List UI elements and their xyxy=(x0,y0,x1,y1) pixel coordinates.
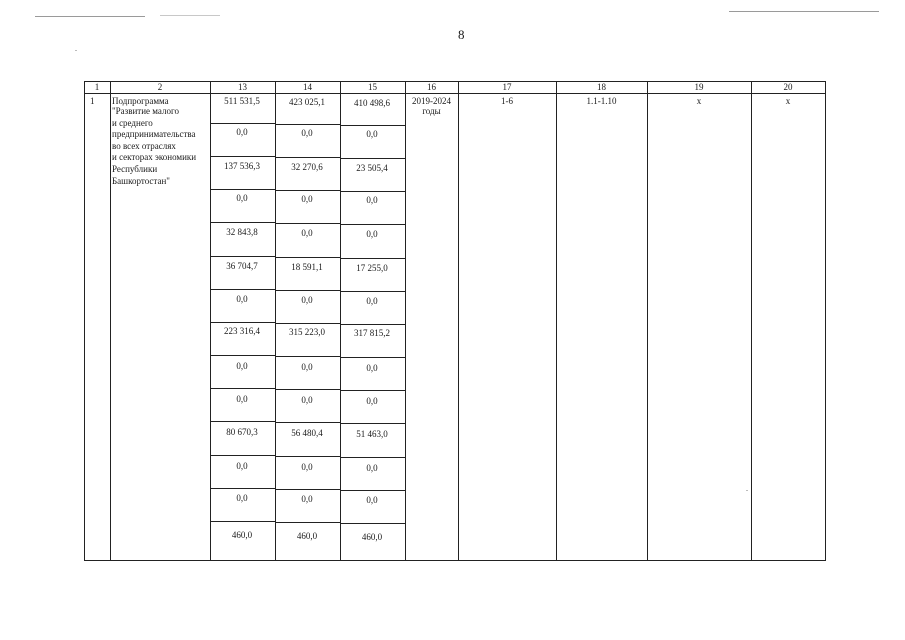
amount-value: 0,0 xyxy=(301,128,313,138)
subrow-separator xyxy=(340,291,405,292)
program-name-line: Республики xyxy=(112,164,158,174)
period-line: 2019-2024 xyxy=(412,96,451,106)
amount-value: 460,0 xyxy=(231,530,253,540)
amount-value: 0,0 xyxy=(236,461,248,471)
amount-value: 23 505,4 xyxy=(356,163,388,173)
amount-value: 0,0 xyxy=(366,296,378,306)
amount-value: 56 480,4 xyxy=(291,428,323,438)
subrow-separator xyxy=(275,257,340,258)
subrow-separator xyxy=(340,390,405,391)
col-line xyxy=(110,81,111,561)
program-name-line: Башкортостан" xyxy=(112,176,170,186)
subrow-separator xyxy=(275,522,340,523)
scan-artifact-line xyxy=(160,15,220,16)
subrow-separator xyxy=(340,324,405,325)
amount-value: 0,0 xyxy=(236,493,248,503)
header-cell: 15 xyxy=(368,82,377,92)
amount-value: 0,0 xyxy=(301,494,313,504)
amount-value: 317 815,2 xyxy=(354,328,390,338)
subrow-separator xyxy=(340,523,405,524)
subrow-separator xyxy=(275,157,340,158)
header-cell: 2 xyxy=(157,82,163,92)
amount-value: 0,0 xyxy=(366,229,378,239)
program-name-line: во всех отраслях xyxy=(112,141,176,151)
subrow-separator xyxy=(275,223,340,224)
subrow-separator xyxy=(210,521,275,522)
col17-value: 1-6 xyxy=(501,96,513,106)
header-cell: 17 xyxy=(502,82,512,92)
page-number: 8 xyxy=(458,27,465,42)
amount-value: 0,0 xyxy=(236,193,248,203)
col-line xyxy=(210,81,211,561)
subrow-separator xyxy=(340,224,405,225)
subrow-separator xyxy=(340,457,405,458)
amount-value: 460,0 xyxy=(296,531,318,541)
scan-artifact-line xyxy=(35,16,145,17)
program-name-line: и секторах экономики xyxy=(112,152,197,162)
subrow-separator xyxy=(210,189,275,190)
subrow-separator xyxy=(340,357,405,358)
col20-value: x xyxy=(785,96,791,106)
header-cell: 20 xyxy=(783,82,793,92)
subrow-separator xyxy=(210,256,275,257)
subrow-separator xyxy=(210,289,275,290)
amount-value: 32 270,6 xyxy=(291,162,323,172)
subrow-separator xyxy=(275,356,340,357)
amount-value: 423 025,1 xyxy=(289,97,325,107)
amount-value: 137 536,3 xyxy=(224,161,260,171)
subrow-separator xyxy=(275,489,340,490)
amount-value: 0,0 xyxy=(301,194,313,204)
col-line xyxy=(556,81,557,561)
amount-value: 0,0 xyxy=(236,394,248,404)
row-number: 1 xyxy=(90,96,95,106)
amount-value: 18 591,1 xyxy=(291,262,323,272)
amount-value: 36 704,7 xyxy=(226,261,258,271)
subrow-separator xyxy=(275,456,340,457)
amount-value: 0,0 xyxy=(236,294,248,304)
amount-value: 0,0 xyxy=(366,129,378,139)
col-line xyxy=(647,81,648,561)
col-line xyxy=(340,81,341,561)
amount-value: 0,0 xyxy=(301,228,313,238)
amount-value: 0,0 xyxy=(236,361,248,371)
scan-speck xyxy=(746,490,748,491)
header-cell: 18 xyxy=(597,82,606,92)
amount-value: 0,0 xyxy=(236,127,248,137)
amount-value: 0,0 xyxy=(366,463,378,473)
amount-value: 0,0 xyxy=(301,362,313,372)
program-name-line: Подпрограмма xyxy=(112,96,169,106)
scan-speck xyxy=(75,50,77,51)
header-separator xyxy=(84,93,826,94)
header-cell: 14 xyxy=(303,82,312,92)
header-cell: 1 xyxy=(94,82,100,92)
col-line xyxy=(751,81,752,561)
subrow-separator xyxy=(275,389,340,390)
amount-value: 17 255,0 xyxy=(356,263,388,273)
amount-value: 51 463,0 xyxy=(356,429,388,439)
program-name-line: предпринимательства xyxy=(112,129,196,139)
amount-value: 32 843,8 xyxy=(226,227,258,237)
amount-value: 0,0 xyxy=(366,195,378,205)
amount-value: 460,0 xyxy=(361,532,383,542)
period-line: годы xyxy=(422,106,441,116)
header-cell: 16 xyxy=(427,82,436,92)
col-line xyxy=(825,81,826,561)
col-line xyxy=(458,81,459,561)
subrow-separator xyxy=(210,488,275,489)
program-name-line: "Развитие малого xyxy=(112,106,179,116)
subrow-separator xyxy=(340,423,405,424)
col18-value: 1.1-1.10 xyxy=(586,96,617,106)
col19-value: x xyxy=(696,96,702,106)
amount-value: 0,0 xyxy=(301,295,313,305)
subrow-separator xyxy=(340,158,405,159)
amount-value: 0,0 xyxy=(301,395,313,405)
table-border-bottom xyxy=(84,560,826,561)
header-cell: 13 xyxy=(238,82,247,92)
scan-artifact-line xyxy=(729,11,879,12)
amount-value: 223 316,4 xyxy=(224,326,260,336)
subrow-separator xyxy=(275,190,340,191)
program-name-line: и среднего xyxy=(112,118,153,128)
col-line xyxy=(405,81,406,561)
amount-value: 0,0 xyxy=(301,462,313,472)
subrow-separator xyxy=(275,290,340,291)
amount-value: 410 498,6 xyxy=(354,98,390,108)
subrow-separator xyxy=(210,123,275,124)
subrow-separator xyxy=(275,422,340,423)
amount-value: 0,0 xyxy=(366,396,378,406)
amount-value: 315 223,0 xyxy=(289,327,325,337)
amount-value: 0,0 xyxy=(366,363,378,373)
col-line xyxy=(84,81,85,561)
subrow-separator xyxy=(275,323,340,324)
subrow-separator xyxy=(210,156,275,157)
amount-value: 511 531,5 xyxy=(224,96,260,106)
subrow-separator xyxy=(340,258,405,259)
subrow-separator xyxy=(340,125,405,126)
subrow-separator xyxy=(210,222,275,223)
subrow-separator xyxy=(275,124,340,125)
subrow-separator xyxy=(210,322,275,323)
subrow-separator xyxy=(210,455,275,456)
header-cell: 19 xyxy=(694,82,704,92)
amount-value: 80 670,3 xyxy=(226,427,258,437)
subrow-separator xyxy=(210,421,275,422)
subrow-separator xyxy=(210,355,275,356)
subrow-separator xyxy=(340,490,405,491)
subrow-separator xyxy=(210,388,275,389)
amount-value: 0,0 xyxy=(366,495,378,505)
subrow-separator xyxy=(340,191,405,192)
